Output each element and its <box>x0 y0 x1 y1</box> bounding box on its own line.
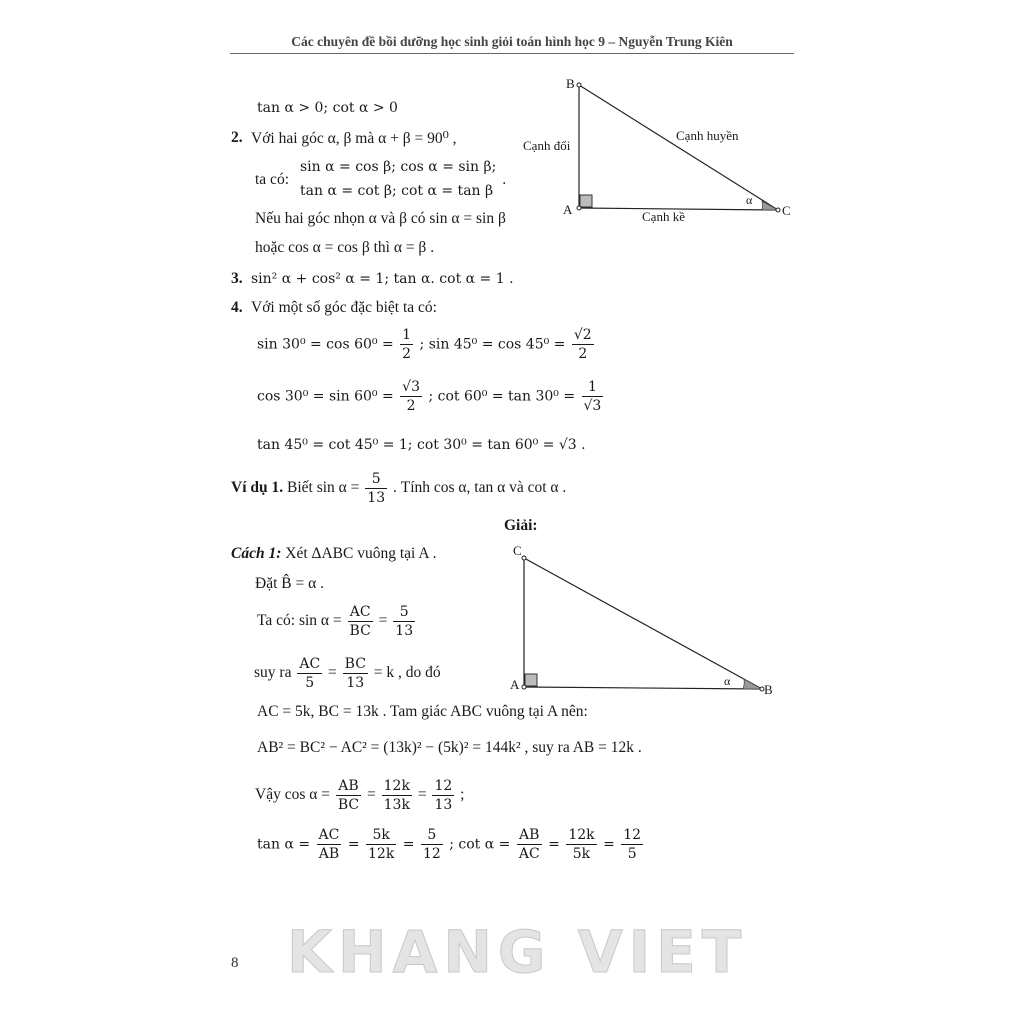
diagram1-angle-label: α <box>746 193 753 207</box>
item-3-identity: sin² α + cos² α = 1; tan α. cot α = 1 . <box>251 271 514 287</box>
diagram2-vertex-c: C <box>513 543 522 558</box>
fraction: $\frac{5}{12}$ <box>422 827 441 862</box>
diagram1-vertex-a: A <box>563 202 573 217</box>
item-2-taco: ta có: <box>255 171 289 188</box>
fraction: $\frac{1}{2}$ <box>402 327 412 362</box>
diagram1-adjacent-label: Cạnh kề <box>642 209 685 224</box>
diagram1-hypotenuse-label: Cạnh huyền <box>676 128 739 143</box>
fraction: $\frac{12}{5}$ <box>623 827 642 862</box>
item-4-number: 4. <box>231 299 243 316</box>
special-angles-line-3: tan 45⁰ = cot 45⁰ = 1; cot 30⁰ = tan 60⁰ = √3 . <box>257 437 586 453</box>
diagram2-vertex-a: A <box>510 677 520 692</box>
sides-in-k: AC = 5k, BC = 13k . Tam giác ABC vuông tại A nên: <box>257 703 588 720</box>
diagram1-vertex-c: C <box>782 203 791 218</box>
example-1: Ví dụ 1. Biết sin α = $\frac{5}{13}$ . Tính cos α, tan α và cot α . <box>231 471 567 506</box>
fraction: $\frac{1}{√3}$ <box>583 379 602 414</box>
fraction: $\frac{12k}{5k}$ <box>568 827 595 862</box>
item-2-conclusion: hoặc cos α = cos β thì α = β . <box>255 239 435 256</box>
fraction: $\frac{5}{13}$ <box>367 471 386 506</box>
page-number: 8 <box>231 955 239 971</box>
diagram2-angle-label: α <box>724 674 731 688</box>
item-2-equation-2: tan α = cot β; cot α = tan β <box>300 183 494 199</box>
method-1: Cách 1: Xét ΔABC vuông tại A . <box>231 545 437 562</box>
fraction: $\frac{AC}{5}$ <box>299 656 321 691</box>
fraction: $\frac{BC}{13}$ <box>344 656 366 691</box>
item-2-equation-dot: . <box>502 172 507 188</box>
diagram2-vertex-b: B <box>764 682 773 697</box>
diagram1-opposite-label: Cạnh đối <box>523 138 571 153</box>
header-rule <box>230 53 794 54</box>
fraction: $\frac{12k}{13k}$ <box>383 778 410 813</box>
fraction: $\frac{AC}{AB}$ <box>318 827 340 862</box>
fraction: $\frac{√3}{2}$ <box>402 379 420 414</box>
triangle-diagram-1 <box>560 70 800 230</box>
fraction: $\frac{AB}{BC}$ <box>337 778 360 813</box>
fraction: $\frac{5}{13}$ <box>395 604 414 639</box>
item-2-number: 2. <box>231 129 243 146</box>
item-3-number: 3. <box>231 270 243 287</box>
publisher-watermark: KHANG VIET <box>287 918 748 986</box>
item-4-text: Với một số góc đặc biệt ta có: <box>251 299 437 316</box>
special-angles-line-2: cos 30⁰ = sin 60⁰ = $\frac{√3}{2}$ ; cot 60⁰ = tan 30⁰ = $\frac{1}{√3}$ <box>257 379 602 414</box>
solution-heading: Giải: <box>504 517 538 534</box>
fraction: $\frac{AB}{AC}$ <box>518 827 540 862</box>
tan-cot-positive: tan α > 0; cot α > 0 <box>257 100 398 116</box>
sine-ratio: Ta có: sin α = $\frac{AC}{BC}$ = $\frac{5}{13}$ <box>257 604 414 639</box>
proportion: suy ra $\frac{AC}{5}$ = $\frac{BC}{13}$ = k , do đó <box>254 656 441 691</box>
item-2-text: Với hai góc α, β mà α + β = 90⁰ , <box>251 130 457 147</box>
set-angle: Đặt B̂ = α . <box>255 575 324 592</box>
item-2-equation-1: sin α = cos β; cos α = sin β; <box>300 159 497 175</box>
tan-cot-result: tan α = $\frac{AC}{AB}$ = $\frac{5k}{12k}$ = $\frac{5}{12}$ ; cot α = $\frac{AB}{AC}$ = $\frac{12k}{5k}$ = $\frac{12}{5}$ <box>257 827 642 862</box>
cos-result: Vậy cos α = $\frac{AB}{BC}$ = $\frac{12k}{13k}$ = $\frac{12}{13}$ ; <box>255 778 465 813</box>
diagram1-vertex-b: B <box>566 76 575 91</box>
pythagoras-line: AB² = BC² − AC² = (13k)² − (5k)² = 144k² , suy ra AB = 12k . <box>257 739 642 756</box>
triangle-diagram-2 <box>505 545 775 700</box>
fraction: $\frac{√2}{2}$ <box>573 327 592 362</box>
special-angles-line-1: sin 30⁰ = cos 60⁰ = $\frac{1}{2}$ ; sin 45⁰ = cos 45⁰ = $\frac{√2}{2}$ <box>257 327 592 362</box>
fraction: $\frac{5k}{12k}$ <box>368 827 395 862</box>
item-2-condition: Nếu hai góc nhọn α và β có sin α = sin β <box>255 210 506 227</box>
fraction: $\frac{AC}{BC}$ <box>349 604 371 639</box>
fraction: $\frac{12}{13}$ <box>434 778 453 813</box>
running-header: Các chuyên đề bồi dưỡng học sinh giỏi toán hình học 9 – Nguyễn Trung Kiên <box>291 34 733 49</box>
